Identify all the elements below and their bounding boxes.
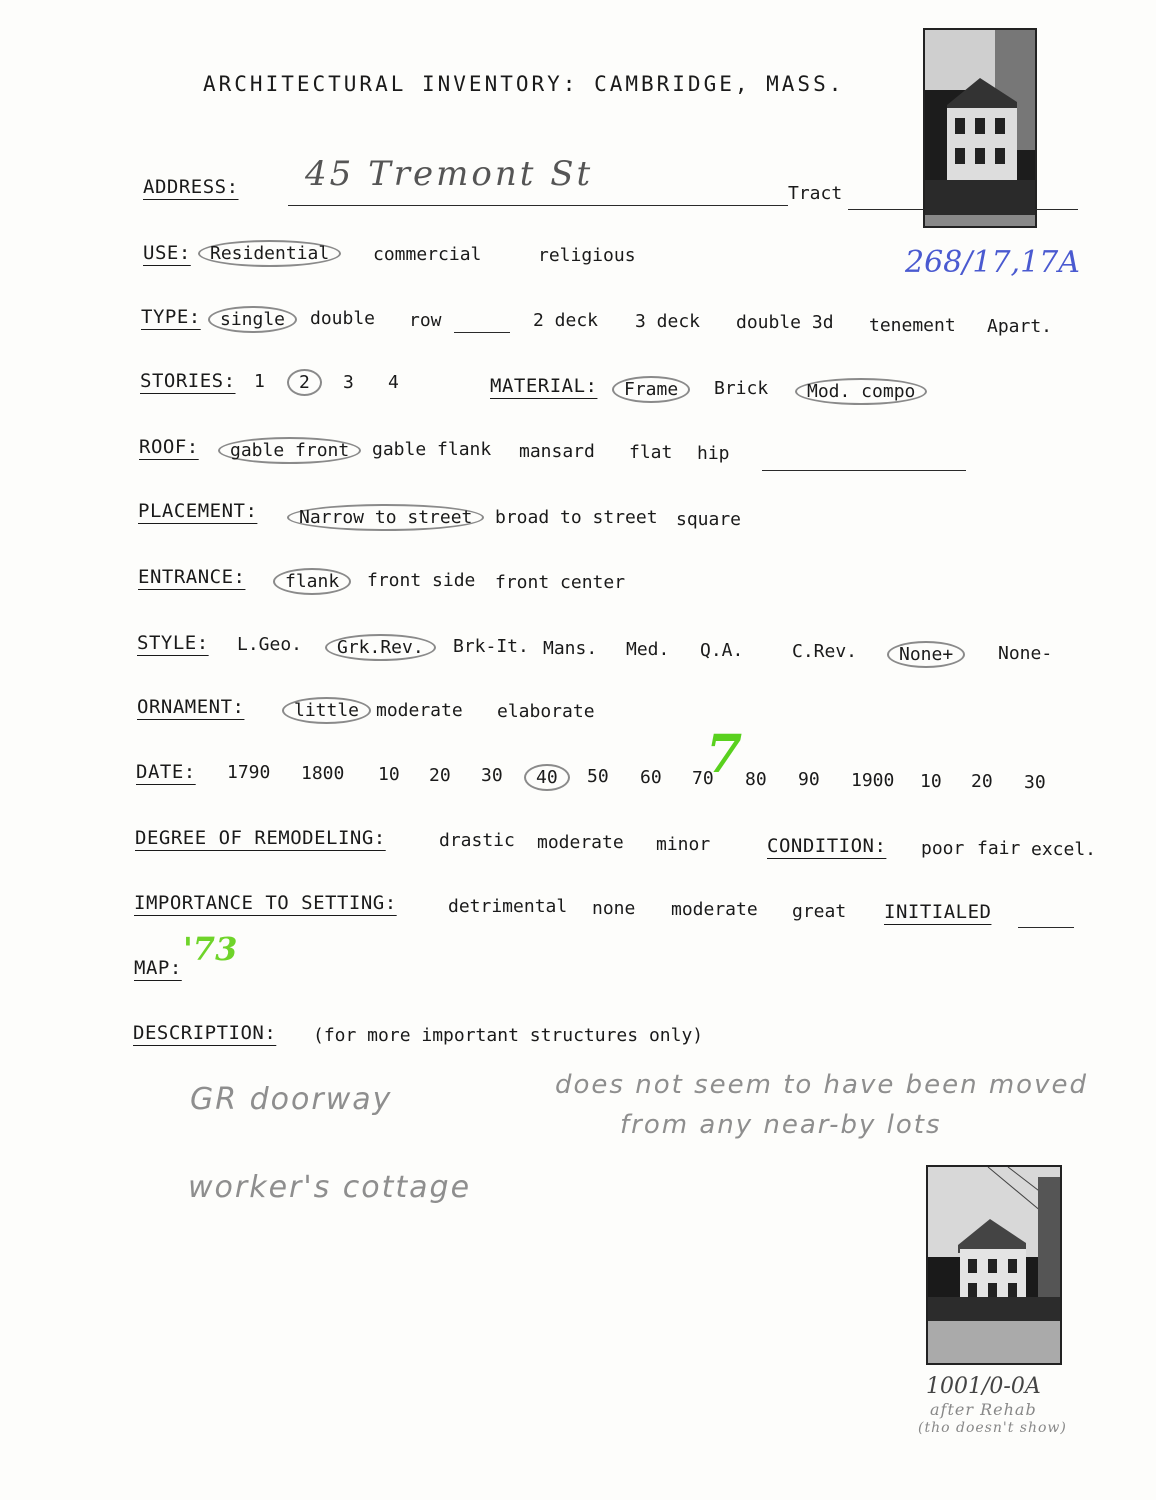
map-label: MAP: [134,957,182,979]
use-option-religious[interactable]: religious [538,245,636,266]
date-option-1910[interactable]: 10 [920,771,942,792]
date-option-70[interactable]: 70 [692,768,714,789]
address-value[interactable]: 45 Tremont St [305,154,594,194]
importance-label: IMPORTANCE TO SETTING: [134,892,397,914]
house-photo-bottom [926,1165,1062,1365]
stories-label: STORIES: [140,370,236,392]
description-note-moved-2: from any near-by lots [620,1110,942,1140]
initialed-label: INITIALED [884,901,992,923]
condition-label: CONDITION: [767,835,887,857]
ornament-label: ORNAMENT: [137,696,245,718]
roof-option-gable-flank[interactable]: gable flank [372,439,492,460]
parcel-number: 268/17,17A [905,245,1080,280]
date-option-80[interactable]: 80 [745,769,767,790]
roof-option-hip[interactable]: hip [697,443,730,464]
style-option-none-plus[interactable]: None+ [887,641,965,668]
photo-caption-line2: (tho doesn't show) [918,1420,1067,1436]
style-option-qa[interactable]: Q.A. [700,640,744,661]
date-option-1900[interactable]: 1900 [851,770,895,791]
type-label: TYPE: [141,306,201,328]
material-option-frame[interactable]: Frame [612,376,690,403]
style-option-lgeo[interactable]: L.Geo. [237,634,303,655]
entrance-option-flank[interactable]: flank [273,568,351,595]
entrance-option-front-side[interactable]: front side [367,570,476,591]
style-option-none-minus[interactable]: None- [998,643,1053,664]
address-label: ADDRESS: [143,176,239,198]
date-option-30[interactable]: 30 [481,765,503,786]
remodeling-option-drastic[interactable]: drastic [439,830,515,851]
style-option-brkit[interactable]: Brk-It. [453,636,529,657]
condition-option-poor[interactable]: poor [921,838,965,859]
photo-caption-number: 1001/0-0A [926,1374,1041,1399]
type-option-row[interactable]: row [409,310,442,331]
placement-option-narrow[interactable]: Narrow to street [287,504,484,531]
roof-option-flat[interactable]: flat [629,442,673,463]
type-option-tenement[interactable]: tenement [869,315,956,336]
description-note: (for more important structures only) [313,1025,704,1046]
stories-option-1[interactable]: 1 [254,371,265,392]
roof-other-blank [762,470,966,471]
tract-line [848,209,1078,210]
importance-option-great[interactable]: great [792,901,847,922]
form-title: ARCHITECTURAL INVENTORY: CAMBRIDGE, MASS. [203,72,845,96]
map-value: '73 [183,930,238,968]
material-label: MATERIAL: [490,375,598,397]
date-option-20[interactable]: 20 [429,765,451,786]
remodeling-option-minor[interactable]: minor [656,834,711,855]
condition-option-fair[interactable]: fair [977,838,1021,859]
description-label: DESCRIPTION: [133,1022,277,1044]
address-line [288,205,788,206]
style-option-crev[interactable]: C.Rev. [792,641,858,662]
stories-option-4[interactable]: 4 [388,372,399,393]
date-option-1800[interactable]: 1800 [301,763,345,784]
description-note-moved-1: does not seem to have been moved [555,1070,1088,1100]
date-option-50[interactable]: 50 [587,766,609,787]
material-option-mod-compo[interactable]: Mod. compo [795,378,927,405]
date-mark: 7 [706,724,743,785]
use-option-residential[interactable]: Residential [198,240,341,267]
material-option-brick[interactable]: Brick [714,378,769,399]
entrance-option-front-center[interactable]: front center [495,572,626,593]
roof-option-gable-front[interactable]: gable front [218,437,361,464]
roof-label: ROOF: [139,436,199,458]
ornament-option-elaborate[interactable]: elaborate [497,701,595,722]
remodeling-option-moderate[interactable]: moderate [537,832,624,853]
use-option-commercial[interactable]: commercial [373,244,482,265]
style-option-med[interactable]: Med. [626,639,670,660]
style-option-grkrev[interactable]: Grk.Rev. [325,634,436,661]
stories-option-2[interactable]: 2 [287,369,322,396]
stories-option-3[interactable]: 3 [343,372,354,393]
style-option-mans[interactable]: Mans. [543,638,598,659]
type-option-double3d[interactable]: double 3d [736,312,834,333]
style-label: STYLE: [137,632,209,654]
importance-option-none[interactable]: none [592,898,636,919]
initialed-line [1018,927,1074,928]
tract-label: Tract [788,183,843,204]
date-label: DATE: [136,761,196,783]
date-option-40[interactable]: 40 [524,764,570,791]
type-row-blank [454,332,510,333]
placement-option-square[interactable]: square [676,509,742,530]
use-label: USE: [143,242,191,264]
type-option-single[interactable]: single [208,306,297,333]
ornament-option-moderate[interactable]: moderate [376,700,463,721]
description-note-doorway: GR doorway [190,1082,393,1117]
date-option-1930[interactable]: 30 [1024,772,1046,793]
placement-option-broad[interactable]: broad to street [495,507,658,528]
placement-label: PLACEMENT: [138,500,258,522]
importance-option-detrimental[interactable]: detrimental [448,896,568,917]
remodeling-label: DEGREE OF REMODELING: [135,827,386,849]
date-option-1920[interactable]: 20 [971,771,993,792]
date-option-10[interactable]: 10 [378,764,400,785]
date-option-90[interactable]: 90 [798,769,820,790]
type-option-apart[interactable]: Apart. [987,316,1053,337]
date-option-60[interactable]: 60 [640,767,662,788]
description-note-cottage: worker's cottage [188,1170,472,1205]
entrance-label: ENTRANCE: [138,566,246,588]
date-option-1790[interactable]: 1790 [227,762,271,783]
house-photo-top [923,28,1037,228]
ornament-option-little[interactable]: little [282,697,371,724]
importance-option-moderate[interactable]: moderate [671,899,758,920]
roof-option-mansard[interactable]: mansard [519,441,595,462]
type-option-3deck[interactable]: 3 deck [635,311,701,332]
condition-option-excel[interactable]: excel. [1031,839,1097,860]
type-option-2deck[interactable]: 2 deck [533,310,599,331]
photo-caption-line1: after Rehab [930,1400,1037,1419]
type-option-double[interactable]: double [310,308,376,329]
